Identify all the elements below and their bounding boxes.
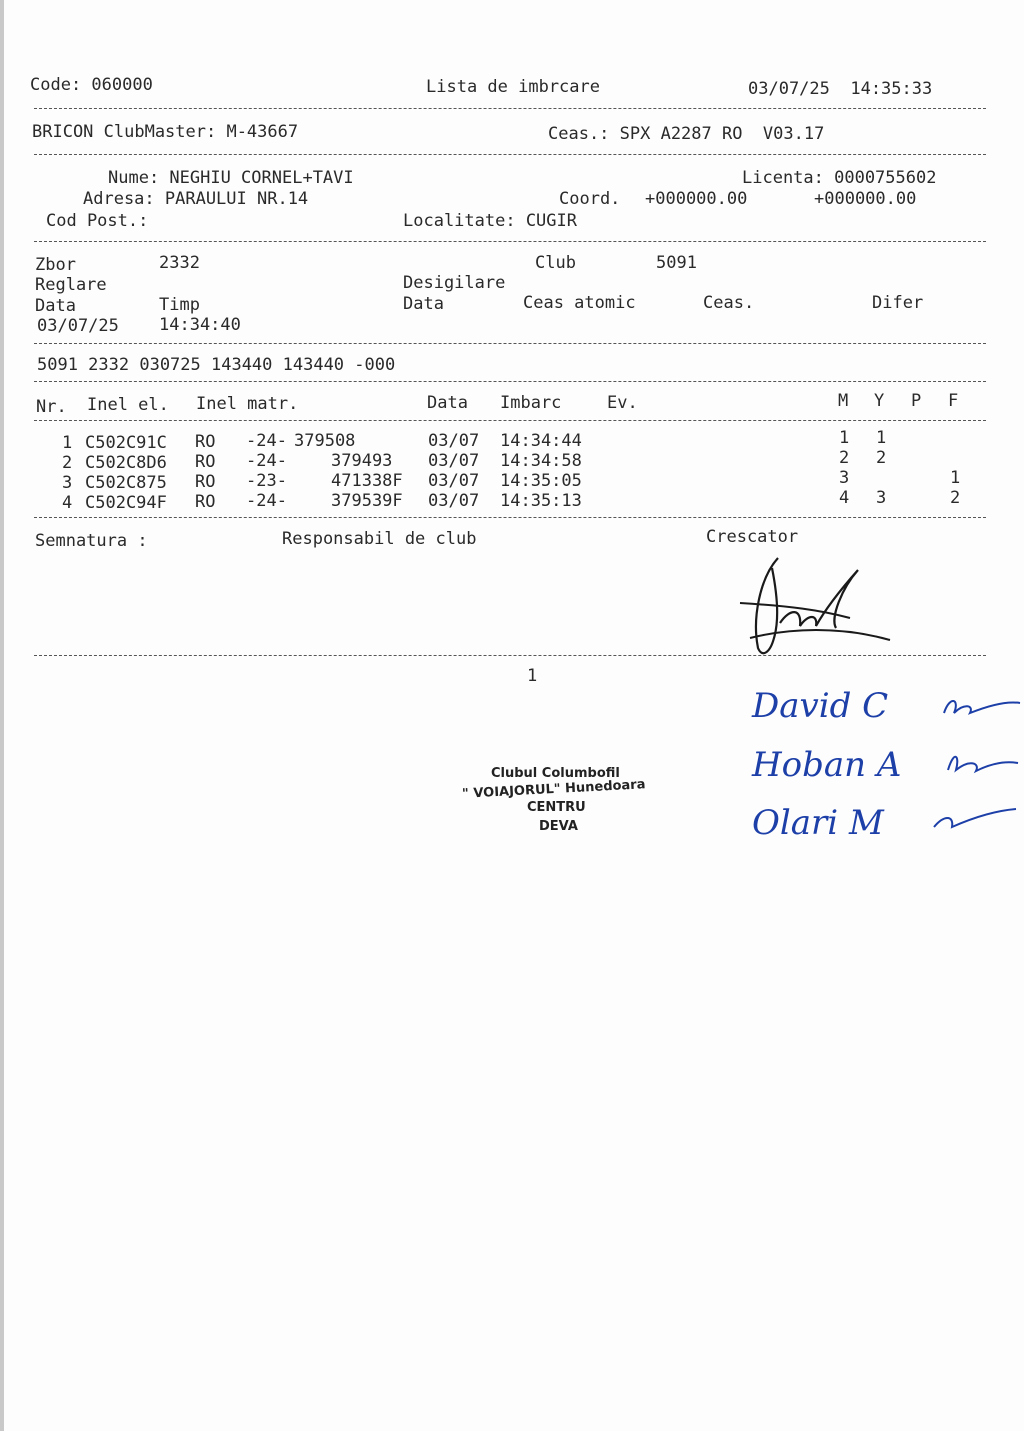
row-data: 03/07 — [428, 451, 480, 471]
reglare-time: 14:34:40 — [159, 315, 241, 335]
locality: Localitate: CUGIR — [403, 211, 577, 231]
flight-number: 2332 — [159, 253, 200, 273]
signature-label: Semnatura : — [35, 531, 148, 551]
row-f: 1 — [950, 468, 961, 488]
row-country: RO — [195, 472, 216, 492]
row-matr: 379493 — [331, 451, 393, 471]
reglare-date: 03/07/25 — [37, 316, 119, 336]
commission-signatures-icon — [930, 685, 1022, 835]
divider — [34, 154, 986, 155]
coord-label: Coord. — [559, 189, 621, 209]
atomic-clock-label: Ceas atomic — [523, 293, 636, 313]
handwritten-name: Hoban A — [752, 745, 902, 785]
print-datetime: 03/07/25 14:35:33 — [748, 79, 933, 99]
desigilare-date-label: Data — [403, 294, 444, 314]
row-m: 1 — [839, 428, 850, 448]
row-country: RO — [195, 452, 216, 472]
stamp-line: " VOIAJORUL" Hunedoara — [461, 777, 646, 802]
row-year: -24- — [246, 491, 287, 511]
postal-code-label: Cod Post.: — [46, 211, 149, 231]
row-data: 03/07 — [428, 431, 480, 451]
clubmaster-id: BRICON ClubMaster: M-43667 — [32, 122, 299, 142]
row-y: 3 — [876, 488, 887, 508]
row-time: 14:34:44 — [500, 431, 582, 451]
desigilare-label: Desigilare — [403, 273, 506, 293]
owner-license: Licenta: 0000755602 — [742, 168, 937, 188]
row-matr: 379508 — [294, 431, 356, 451]
stamp-line: CENTRU — [527, 800, 586, 815]
difference-label: Difer — [872, 293, 924, 313]
breeder-label: Crescator — [706, 527, 799, 547]
col-inel-matr: Inel matr. — [196, 394, 299, 414]
reglare-date-label: Data — [35, 296, 76, 316]
row-m: 3 — [839, 468, 850, 488]
document-title: Lista de imbrcare — [426, 77, 600, 97]
divider — [34, 655, 986, 656]
row-f: 2 — [950, 488, 961, 508]
col-imbarc: Imbarc — [500, 393, 562, 413]
col-p: P — [911, 391, 922, 411]
handwritten-name: David C — [752, 686, 889, 726]
row-inel-el: C502C8D6 — [85, 453, 167, 473]
row-inel-el: C502C91C — [85, 433, 167, 453]
col-data: Data — [427, 393, 468, 413]
stamp-line: DEVA — [539, 819, 578, 834]
clock-id: Ceas.: SPX A2287 RO V03.17 — [548, 124, 825, 144]
col-m: M — [838, 391, 849, 411]
col-nr: Nr. — [36, 397, 67, 417]
clock-label: Ceas. — [703, 293, 755, 313]
row-y: 2 — [876, 448, 887, 468]
club-manager-label: Responsabil de club — [282, 529, 477, 549]
reglare-label: Reglare — [35, 275, 107, 295]
col-inel-el: Inel el. — [87, 395, 169, 415]
row-time: 14:34:58 — [500, 451, 582, 471]
club-number: 5091 — [656, 253, 697, 273]
row-m: 4 — [839, 488, 850, 508]
col-ev: Ev. — [607, 393, 638, 413]
breeder-signature-icon — [730, 548, 900, 663]
row-y: 1 — [876, 428, 887, 448]
row-country: RO — [195, 492, 216, 512]
row-m: 2 — [839, 448, 850, 468]
divider — [34, 343, 986, 344]
owner-name: Nume: NEGHIU CORNEL+TAVI — [108, 168, 354, 188]
reglare-time-label: Timp — [159, 295, 200, 315]
handwritten-name: Olari M — [752, 803, 884, 843]
row-nr: 2 — [62, 453, 73, 473]
row-time: 14:35:05 — [500, 471, 582, 491]
divider — [34, 241, 986, 242]
row-data: 03/07 — [428, 491, 480, 511]
row-matr: 379539F — [331, 491, 403, 511]
coord-y: +000000.00 — [814, 189, 917, 209]
row-inel-el: C502C875 — [85, 473, 167, 493]
divider — [34, 420, 986, 421]
col-y: Y — [874, 391, 885, 411]
row-year: -23- — [246, 471, 287, 491]
coord-x: +000000.00 — [645, 189, 748, 209]
row-nr: 4 — [62, 493, 73, 513]
row-data: 03/07 — [428, 471, 480, 491]
club-label: Club — [535, 253, 576, 273]
row-inel-el: C502C94F — [85, 493, 167, 513]
row-year: -24- — [246, 431, 287, 451]
page-number: 1 — [527, 666, 538, 686]
stamp-line: Clubul Columbofil — [491, 766, 620, 781]
divider — [34, 108, 986, 109]
scan-edge — [0, 0, 4, 1431]
flight-code-line: 5091 2332 030725 143440 143440 -000 — [37, 355, 396, 375]
row-matr: 471338F — [331, 471, 403, 491]
row-country: RO — [195, 432, 216, 452]
row-nr: 3 — [62, 473, 73, 493]
flight-label: Zbor — [35, 255, 76, 275]
row-nr: 1 — [62, 433, 73, 453]
col-f: F — [948, 391, 959, 411]
row-year: -24- — [246, 451, 287, 471]
divider — [34, 517, 986, 518]
divider — [34, 381, 986, 382]
row-time: 14:35:13 — [500, 491, 582, 511]
code-label: Code: 060000 — [30, 75, 153, 95]
owner-address: Adresa: PARAULUI NR.14 — [83, 189, 309, 209]
